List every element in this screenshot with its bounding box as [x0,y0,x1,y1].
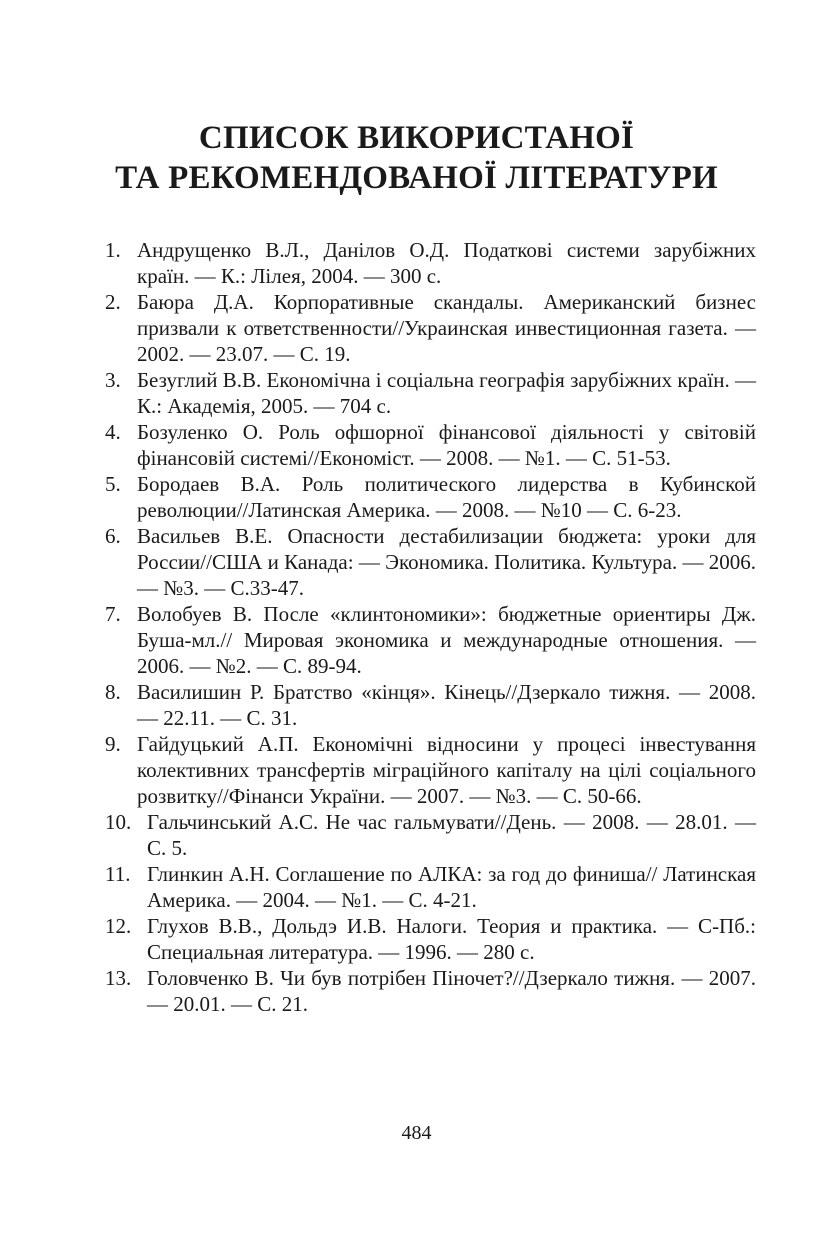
reference-number: 9. [105,732,121,756]
reference-item [105,471,756,523]
reference-item [105,965,756,1017]
reference-item [105,679,756,731]
reference-item [105,861,756,913]
reference-text: Андрущенко В.Л., Данілов О.Д. Податкові системи зарубіжних країн. — К.: Лілея, 2004. — 300 с. [137,238,756,288]
reference-number: 8. [105,680,121,704]
reference-text: Глухов В.В., Дольдэ И.В. Налоги. Теория и практика. — С-Пб.: Специальная литература. — 1996. — 280 с. [147,914,756,964]
reference-list [105,237,756,1017]
title-line-1: СПИСОК ВИКОРИСТАНОЇ [198,120,635,156]
reference-text: Безуглий В.В. Економічна і соціальна географія зарубіжних країн. — К.: Академія, 2005. — 704 с. [137,368,757,418]
reference-number: 11. [105,862,131,886]
reference-item [105,913,756,965]
reference-item [105,237,756,289]
reference-number: 7. [105,602,121,626]
reference-number: 13. [105,966,132,990]
reference-text: Баюра Д.А. Корпоративные скандалы. Американский бизнес призвали к ответственности//Украинская инвестиционная газета. — 2002. — 23.07. — С. 19. [137,290,756,366]
reference-item [105,809,756,861]
reference-number: 2. [105,290,121,314]
reference-item [105,289,756,367]
reference-number: 12. [105,914,132,938]
reference-item [105,731,756,809]
reference-number: 1. [105,238,121,262]
reference-text: Васильев В.Е. Опасности дестабилизации бюджета: уроки для России//США и Канада: — Экономика. Политика. Культура. — 2006. — №3. — С.33-47. [137,524,756,600]
reference-text: Головченко В. Чи був потрібен Піночет?//Дзеркало тижня. — 2007. — 20.01. — С. 21. [147,966,756,1016]
reference-text: Гальчинський А.С. Не час гальмувати//День. — 2008. — 28.01. — С. 5. [147,810,756,860]
reference-text: Глинкин А.Н. Соглашение по АЛКА: за год до финиша// Латинская Америка. — 2004. — №1. — С. 4-21. [147,862,756,912]
reference-number: 6. [105,524,121,548]
reference-text: Волобуев В. После «клинтономики»: бюджетные ориентиры Дж. Буша-мл.// Мировая экономика и международные отношения. — 2006. — №2. — С. 89-94. [137,602,756,678]
reference-text: Бозуленко О. Роль офшорної фінансової діяльності у світовій фінансовій системі//Економіст. — 2008. — №1. — С. 51-53. [137,420,756,470]
reference-item [105,523,756,601]
page-number: 484 [401,1122,432,1144]
reference-text: Бородаев В.А. Роль политического лидерства в Кубинской революции//Латинская Америка. — 2008. — №10 — С. 6-23. [137,472,756,522]
reference-number: 3. [105,368,121,392]
reference-text: Василишин Р. Братство «кінця». Кінець//Дзеркало тижня. — 2008. — 22.11. — С. 31. [137,680,756,730]
reference-number: 4. [105,420,121,444]
reference-item [105,367,756,419]
reference-item [105,419,756,471]
reference-text: Гайдуцький А.П. Економічні відносини у процесі інвестування колективних трансфертів міграційного капіталу на цілі соціального розвитку//Фінанси України. — 2007. — №3. — С. 50-66. [137,732,756,808]
reference-number: 10. [105,810,132,834]
page-title [0,118,833,198]
reference-item [105,601,756,679]
reference-number: 5. [105,472,121,496]
title-line-2: ТА РЕКОМЕНДОВАНОЇ ЛІТЕРАТУРИ [115,160,718,196]
